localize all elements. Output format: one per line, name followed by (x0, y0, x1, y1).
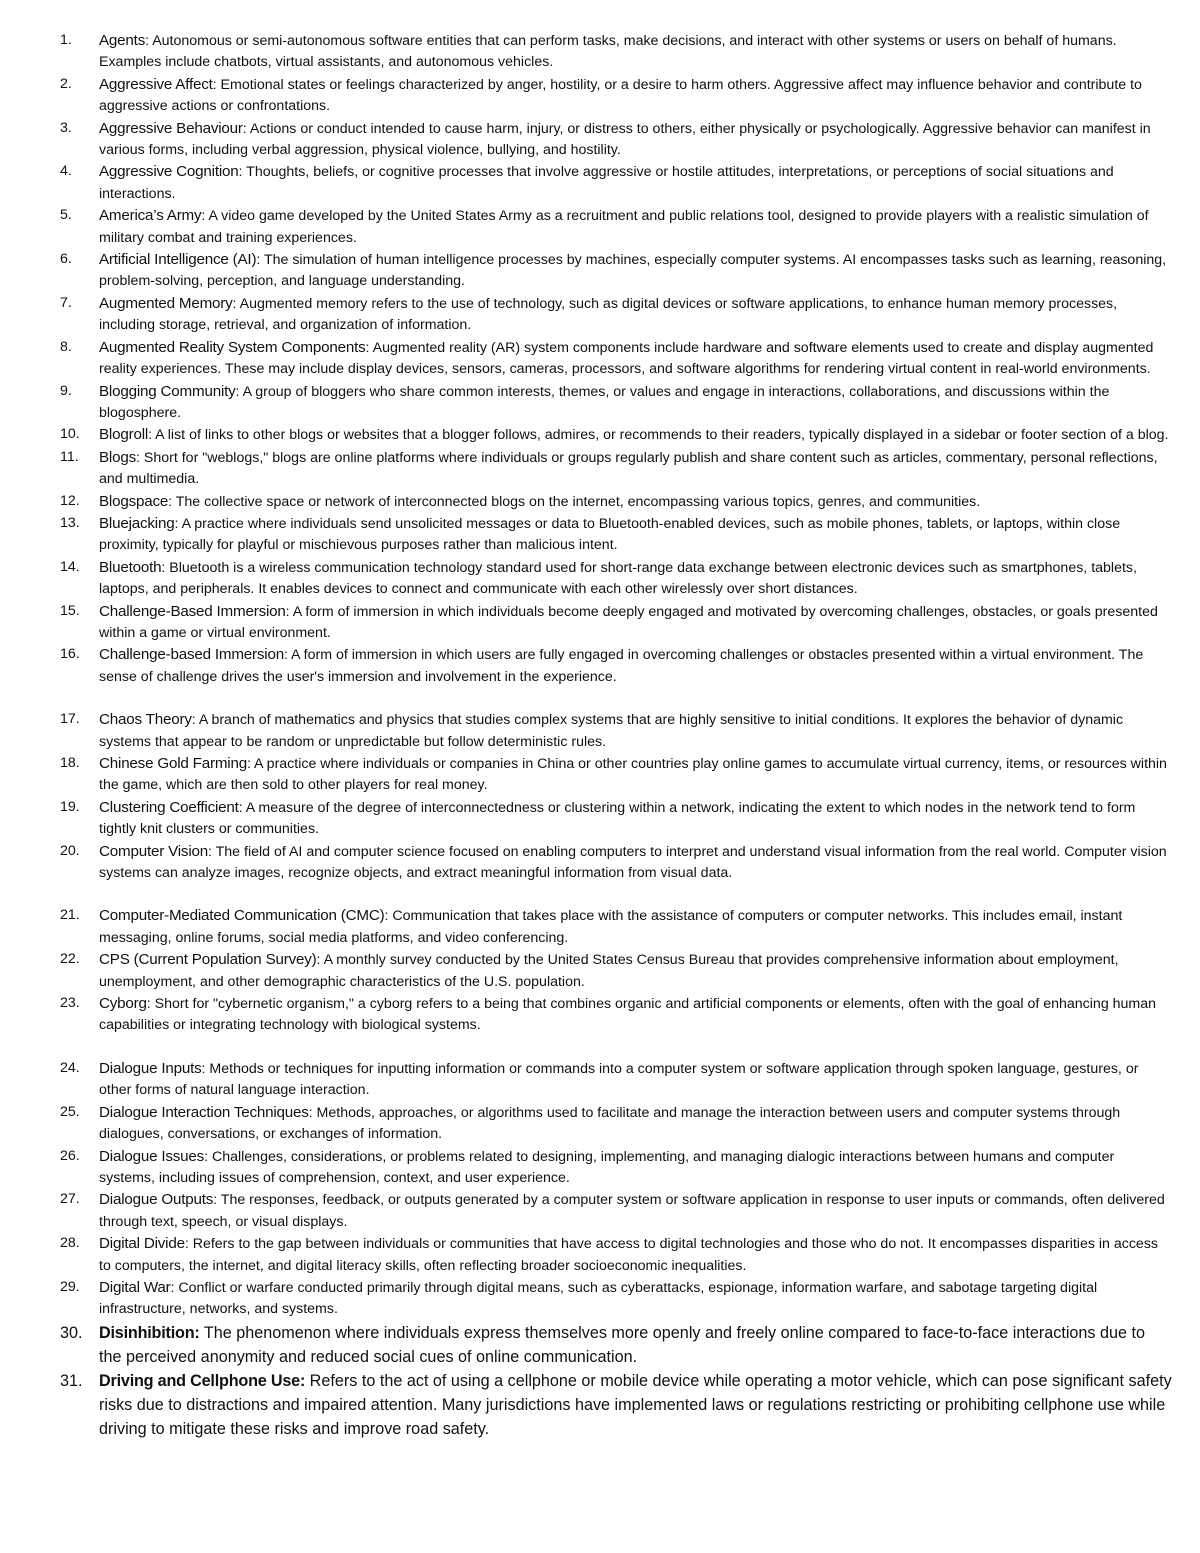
entry-number: 17. (60, 711, 80, 728)
entry-term: Computer-Mediated Communication (CMC) (99, 907, 385, 925)
entry-term: Computer Vision (99, 842, 208, 860)
entry-definition: : Autonomous or semi-autonomous software entities that can perform tasks, make decisions, and interact with other systems or users on behalf of humans. Examples include chatbots, virtual assistants, and autonomous vehicles. (99, 33, 1117, 71)
entry-number: 5. (60, 207, 72, 224)
entry-definition: : Refers to the gap between individuals or communities that have access to digital technologies and those who do not. It encompasses disparities in access to computers, the internet, and digital literacy skills, often reflecting broader socioeconomic inequalities. (99, 1236, 1159, 1274)
entry-term: CPS (Current Population Survey) (99, 951, 317, 969)
entry-definition: : The simulation of human intelligence processes by machines, especially computer systems. AI encompasses tasks such as learning, reasoning, problem-solving, perception, and language understanding. (99, 252, 1167, 290)
entry-definition: : Methods or techniques for inputting information or commands into a computer system or software application through spoken language, gestures, or other forms of natural language interaction. (99, 1060, 1139, 1099)
entry-term: Augmented Reality System Components (99, 338, 366, 356)
entry-number: 26. (60, 1147, 80, 1164)
entry-definition: : A practice where individuals send unsolicited messages or data to Bluetooth-enabled devices, such as mobile phones, tablets, or laptops, within close proximity, typically for playful or mischievous purposes rather than malicious intent. (99, 515, 1121, 554)
glossary-entry (60, 797, 1172, 841)
entry-number: 21. (60, 907, 80, 924)
entry-number: 29. (60, 1278, 80, 1295)
glossary-page (60, 30, 1172, 1441)
entry-term: Dialogue Issues (99, 1147, 205, 1165)
entry-definition: : Short for "cybernetic organism," a cyborg refers to a being that combines organic and artificial components or elements, often with the goal of enhancing human capabilities or integrating technology with biological systems. (99, 996, 1157, 1034)
entry-definition: : Methods, approaches, or algorithms used to facilitate and manage the interaction between users and computer systems through dialogues, conversations, or exchanges of information. (99, 1104, 1121, 1143)
entry-term: Bluejacking (99, 514, 175, 532)
entry-definition: : The responses, feedback, or outputs generated by a computer system or software application in response to user inputs or commands, often delivered through text, speech, or visual displays. (99, 1192, 1165, 1230)
entry-number: 24. (60, 1059, 80, 1076)
entry-number: 7. (60, 294, 72, 311)
glossary-entry (60, 513, 1172, 557)
entry-number: 25. (60, 1103, 80, 1120)
entry-term: Aggressive Cognition (99, 163, 239, 181)
entry-term: Agents (99, 32, 146, 49)
glossary-entry (60, 557, 1172, 601)
glossary-entry (60, 205, 1172, 249)
entry-number: 14. (60, 558, 80, 575)
entry-definition: : Challenges, considerations, or problems related to designing, implementing, and managing dialogic interactions between humans and computer systems, including issues of comprehension, context, and user experience. (99, 1148, 1115, 1186)
entry-definition: : Emotional states or feelings characterized by anger, hostility, or a desire to harm others. Aggressive affect may influence behavior and contribute to aggressive actions or confrontations. (99, 76, 1142, 115)
entry-number: 15. (60, 602, 80, 619)
entry-number: 1. (60, 32, 72, 48)
entry-definition: : Augmented reality (AR) system components include hardware and software elements used to create and display augmented reality experiences. These may include display devices, sensors, cameras, processors, and software algorithms for rendering virtual content in real-world environments. (99, 339, 1154, 378)
entry-number: 28. (60, 1235, 80, 1252)
glossary-entry (60, 1058, 1172, 1102)
entry-definition: : A branch of mathematics and physics that studies complex systems that are highly sensitive to initial conditions. It explores the behavior of dynamic systems that appear to be random or unpredictable but follow deterministic rules. (99, 712, 1124, 750)
entry-definition: : Thoughts, beliefs, or cognitive processes that involve aggressive or hostile attitudes, interpretations, or perceptions of social situations and interactions. (99, 164, 1114, 202)
entry-term: Challenge-Based Immersion (99, 602, 286, 620)
entry-number: 16. (60, 646, 80, 663)
entry-definition: : A measure of the degree of interconnectedness or clustering within a network, indicating the extent to which nodes in the network tend to form tightly knit clusters or communities. (99, 799, 1136, 838)
entry-term: Dialogue Interaction Techniques (99, 1103, 309, 1121)
glossary-entry (60, 949, 1172, 993)
glossary-entry (60, 1369, 1172, 1441)
entry-number: 2. (60, 75, 72, 92)
glossary-entry (60, 1189, 1172, 1233)
glossary-entry (60, 709, 1172, 753)
entry-number: 6. (60, 251, 72, 268)
entry-number: 31. (60, 1371, 83, 1390)
glossary-entry (60, 1321, 1172, 1369)
entry-term: Artificial Intelligence (AI) (99, 251, 257, 269)
entry-term: Blogspace (99, 492, 169, 510)
entry-term: Challenge-based Immersion (99, 646, 284, 664)
entry-term: Dialogue Outputs (99, 1191, 214, 1209)
entry-number: 9. (60, 382, 72, 399)
entry-definition: : The collective space or network of interconnected blogs on the internet, encompassing various topics, genres, and communities. (168, 493, 981, 510)
entry-definition: : A form of immersion in which individuals become deeply engaged and motivated by overcoming challenges, obstacles, or goals presented within a game or virtual environment. (99, 603, 1158, 641)
entry-term: Aggressive Affect (99, 75, 213, 93)
glossary-entry (60, 30, 1172, 74)
entry-number: 13. (60, 514, 80, 531)
glossary-entry (60, 601, 1172, 645)
entry-definition: : The field of AI and computer science focused on enabling computers to interpret and understand visual information from the real world. Computer vision systems can analyze images, recognize objects, and extract meaningful information from visual data. (99, 843, 1167, 882)
entry-term: Clustering Coefficient (99, 798, 239, 816)
entry-definition: : A video game developed by the United States Army as a recruitment and public relations tool, designed to provide players with a realistic simulation of military combat and training experiences. (99, 208, 1149, 246)
entry-term: Blogging Community (99, 382, 236, 400)
glossary-entry (60, 993, 1172, 1037)
entry-number: 3. (60, 119, 72, 136)
glossary-entry (60, 161, 1172, 205)
entry-number: 27. (60, 1191, 80, 1208)
entry-definition: : A monthly survey conducted by the United States Census Bureau that provides comprehensive information about employment, unemployment, and other demographic characteristics of the U.S. population. (99, 952, 1119, 990)
glossary-entry (60, 381, 1172, 425)
entry-term: Dialogue Inputs (99, 1059, 202, 1077)
glossary-entry (60, 118, 1172, 162)
entry-definition: Refers to the act of using a cellphone or mobile device while operating a motor vehicle, which can pose significant safety risks due to distractions and impaired attention. Many jurisdictions have implemented laws or regulations restricting or prohibiting cellphone use while driving to mitigate these risks and improve road safety. (99, 1371, 1172, 1438)
entry-definition: : Communication that takes place with the assistance of computers or computer networks. This includes email, instant messaging, online forums, social media platforms, and video conferencing. (99, 908, 1123, 946)
entry-definition: : Bluetooth is a wireless communication technology standard used for short-range data exchange between electronic devices such as smartphones, tablets, laptops, and peripherals. It enables devices to connect and communicate with each other wirelessly over short distances. (99, 559, 1137, 598)
entry-term: Blogroll (99, 426, 149, 444)
glossary-list (60, 30, 1172, 1441)
entry-number: 23. (60, 995, 80, 1012)
entry-number: 8. (60, 338, 72, 355)
glossary-entry (60, 337, 1172, 381)
entry-number: 19. (60, 798, 80, 815)
entry-number: 20. (60, 842, 80, 859)
glossary-entry (60, 1146, 1172, 1190)
entry-term: Driving and Cellphone Use: (99, 1371, 306, 1390)
glossary-entry (60, 491, 1172, 513)
entry-definition: : A form of immersion in which users are fully engaged in overcoming challenges or obstacles presented within a virtual environment. The sense of challenge drives the user's immersion and involvement in the experience. (99, 647, 1144, 685)
entry-term: Augmented Memory (99, 294, 233, 312)
glossary-entry (60, 1102, 1172, 1146)
entry-definition: : A list of links to other blogs or websites that a blogger follows, admires, or recommends to their readers, typically displayed in a sidebar or footer section of a blog. (148, 427, 1169, 444)
entry-term: Bluetooth (99, 558, 162, 576)
entry-definition: : Augmented memory refers to the use of technology, such as digital devices or software applications, to enhance human memory processes, including storage, retrieval, and organization of information. (99, 295, 1118, 334)
glossary-entry (60, 447, 1172, 491)
entry-definition: : A practice where individuals or companies in China or other countries play online games to accumulate virtual currency, items, or resources within the game, which are then sold to other players for real money. (99, 756, 1167, 794)
entry-number: 22. (60, 951, 80, 968)
entry-term: Aggressive Behaviour (99, 119, 243, 137)
glossary-entry (60, 1233, 1172, 1277)
entry-number: 4. (60, 163, 72, 180)
entry-number: 18. (60, 755, 80, 771)
glossary-entry (60, 74, 1172, 118)
glossary-entry (60, 249, 1172, 293)
entry-term: Blogs (99, 448, 136, 466)
entry-number: 30. (60, 1323, 83, 1342)
entry-term: Digital War (99, 1278, 171, 1296)
entry-definition: The phenomenon where individuals express themselves more openly and freely online compared to face-to-face interactions due to the perceived anonymity and reduced social cues of online communication. (99, 1323, 1146, 1366)
entry-term: Digital Divide (99, 1235, 185, 1253)
entry-number: 10. (60, 426, 80, 443)
entry-number: 12. (60, 492, 80, 509)
glossary-entry (60, 293, 1172, 337)
entry-definition: : Actions or conduct intended to cause harm, injury, or distress to others, either physically or psychologically. Aggressive behavior can manifest in various forms, including verbal aggression, physical violence, bullying, and hostility. (99, 120, 1151, 159)
entry-definition: : Short for "weblogs," blogs are online platforms where individuals or groups regularly publish and share content such as articles, commentary, personal reflections, and multimedia. (99, 449, 1158, 488)
glossary-entry (60, 424, 1172, 446)
entry-term: Cyborg (99, 995, 147, 1013)
entry-term: Chaos Theory (99, 711, 192, 729)
entry-definition: : Conflict or warfare conducted primarily through digital means, such as cyberattacks, espionage, information warfare, and sabotage targeting digital infrastructure, networks, and systems. (99, 1279, 1098, 1318)
glossary-entry (60, 905, 1172, 949)
entry-term: America’s Army (99, 207, 202, 225)
entry-term: Disinhibition: (99, 1323, 200, 1342)
glossary-entry (60, 644, 1172, 688)
glossary-entry (60, 1277, 1172, 1321)
entry-term: Chinese Gold Farming (99, 755, 247, 772)
glossary-entry (60, 841, 1172, 885)
glossary-entry (60, 753, 1172, 797)
entry-number: 11. (60, 448, 79, 465)
entry-definition: : A group of bloggers who share common interests, themes, or values and engage in interactions, collaborations, and discussions within the blogosphere. (99, 383, 1110, 421)
